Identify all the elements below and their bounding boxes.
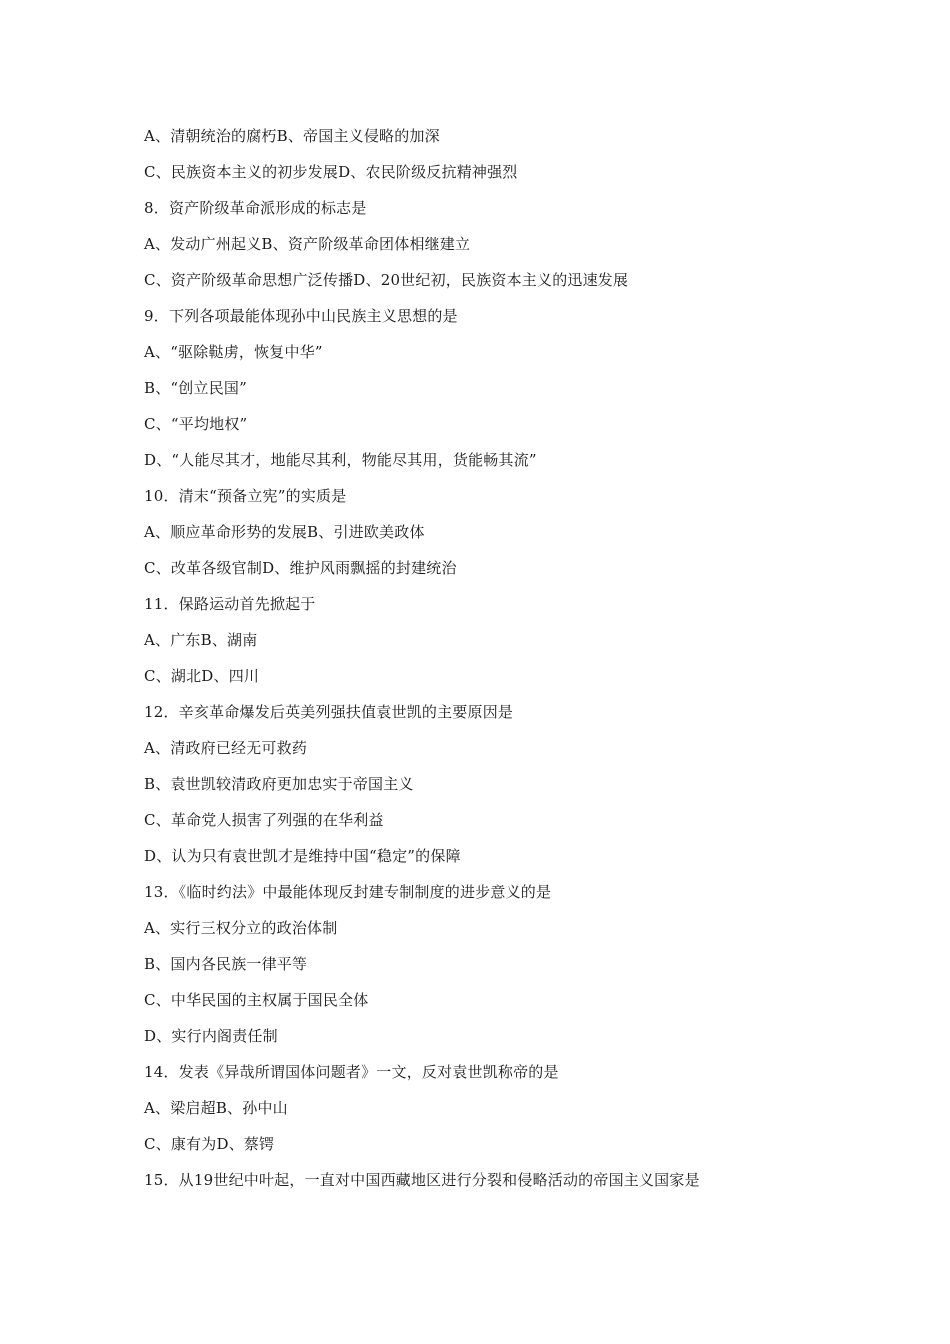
answer-option-line: D、“人能尽其才，地能尽其利，物能尽其用，货能畅其流” xyxy=(144,451,537,469)
answer-option-line: A、顺应革命形势的发展B、引进欧美政体 xyxy=(144,523,425,541)
question-line: 9．下列各项最能体现孙中山民族主义思想的是 xyxy=(144,307,458,325)
answer-option-line: B、袁世凯较清政府更加忠实于帝国主义 xyxy=(144,775,414,793)
question-line: 8．资产阶级革命派形成的标志是 xyxy=(144,199,367,217)
answer-option-line: C、中华民国的主权属于国民全体 xyxy=(144,991,369,1009)
answer-option-line: C、革命党人损害了列强的在华利益 xyxy=(144,811,384,829)
answer-option-line: A、清朝统治的腐朽B、帝国主义侵略的加深 xyxy=(144,127,440,145)
answer-option-line: C、民族资本主义的初步发展D、农民阶级反抗精神强烈 xyxy=(144,163,518,181)
question-line: 12．辛亥革命爆发后英美列强扶值袁世凯的主要原因是 xyxy=(144,703,514,721)
answer-option-line: A、实行三权分立的政治体制 xyxy=(144,919,338,937)
question-line: 11．保路运动首先掀起于 xyxy=(144,595,316,613)
question-line: 14．发表《异哉所谓国体问题者》一文，反对袁世凯称帝的是 xyxy=(144,1063,559,1081)
answer-option-line: D、认为只有袁世凯才是维持中国“稳定”的保障 xyxy=(144,847,461,865)
answer-option-line: A、梁启超B、孙中山 xyxy=(144,1099,288,1117)
answer-option-line: A、广东B、湖南 xyxy=(144,631,258,649)
question-line: 10．清末“预备立宪”的实质是 xyxy=(144,487,347,505)
answer-option-line: C、“平均地权” xyxy=(144,415,248,433)
question-line: 15．从19世纪中叶起，一直对中国西藏地区进行分裂和侵略活动的帝国主义国家是 xyxy=(144,1171,700,1189)
answer-option-line: B、“创立民国” xyxy=(144,379,247,397)
answer-option-line: A、“驱除鞑虏，恢复中华” xyxy=(144,343,323,361)
answer-option-line: B、国内各民族一律平等 xyxy=(144,955,308,973)
answer-option-line: A、清政府已经无可救药 xyxy=(144,739,308,757)
answer-option-line: C、改革各级官制D、维护风雨飘摇的封建统治 xyxy=(144,559,457,577)
answer-option-line: C、资产阶级革命思想广泛传播D、20世纪初，民族资本主义的迅速发展 xyxy=(144,271,629,289)
answer-option-line: C、康有为D、蔡锷 xyxy=(144,1135,275,1153)
question-text-block xyxy=(144,121,904,1201)
answer-option-line: D、实行内阁责任制 xyxy=(144,1027,278,1045)
answer-option-line: C、湖北D、四川 xyxy=(144,667,260,685)
answer-option-line: A、发动广州起义B、资产阶级革命团体相继建立 xyxy=(144,235,471,253)
question-line: 13．《临时约法》中最能体现反封建专制制度的进步意义的是 xyxy=(144,883,552,901)
